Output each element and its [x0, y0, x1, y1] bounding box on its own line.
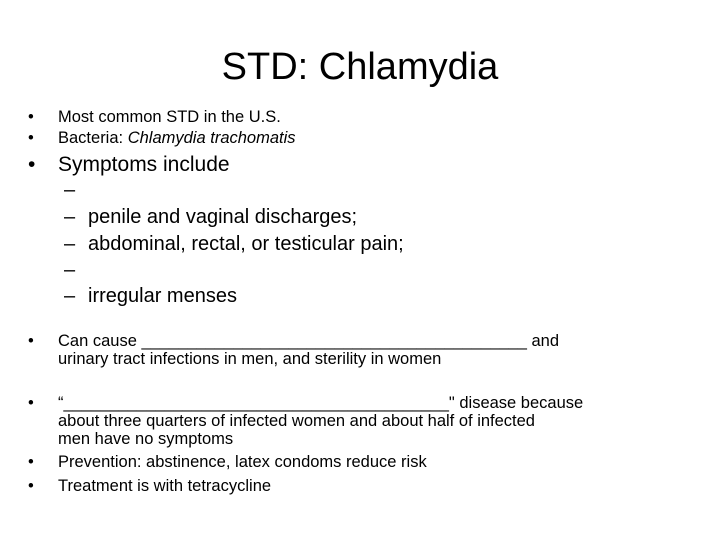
- bullet-icon: •: [28, 477, 34, 495]
- symptom-text: irregular menses: [88, 285, 237, 307]
- symptoms-heading: Symptoms include: [58, 153, 230, 176]
- bullet-text: Most common STD in the U.S.: [58, 108, 281, 126]
- can-cause-text: [58, 332, 559, 368]
- dash-icon: –: [64, 285, 76, 307]
- disease-note-line-3: men have no symptoms: [58, 430, 234, 448]
- symptom-text: penile and vaginal discharges;: [88, 206, 358, 228]
- bullet-icon: •: [28, 108, 34, 126]
- prevention-text: Prevention: abstinence, latex condoms reduce risk: [58, 453, 427, 471]
- disease-note-line-1: “__________________________________________" disease because: [58, 394, 584, 412]
- can-cause-line-1: Can cause __________________________________________ and: [58, 332, 559, 350]
- bacteria-label: Bacteria:: [58, 129, 128, 147]
- symptom-text: abdominal, rectal, or testicular pain;: [88, 233, 404, 255]
- dash-icon: –: [64, 259, 76, 281]
- dash-icon: –: [64, 179, 76, 201]
- bullet-icon: •: [28, 332, 34, 350]
- bacteria-name: Chlamydia trachomatis: [127, 129, 296, 147]
- bullet-icon: •: [28, 453, 34, 471]
- disease-note-line-2: about three quarters of infected women and about half of infected: [58, 412, 535, 430]
- bullet-icon: •: [28, 394, 34, 412]
- dash-icon: –: [64, 206, 76, 228]
- bullet-icon: •: [28, 129, 34, 147]
- bullet-icon: •: [28, 153, 36, 176]
- can-cause-line-2: urinary tract infections in men, and sterility in women: [58, 350, 442, 368]
- slide-title: STD: Chlamydia: [221, 46, 499, 88]
- bullet-text: [58, 129, 296, 148]
- disease-note-text: [58, 394, 583, 448]
- dash-icon: –: [64, 233, 76, 255]
- treatment-text: Treatment is with tetracycline: [58, 477, 272, 495]
